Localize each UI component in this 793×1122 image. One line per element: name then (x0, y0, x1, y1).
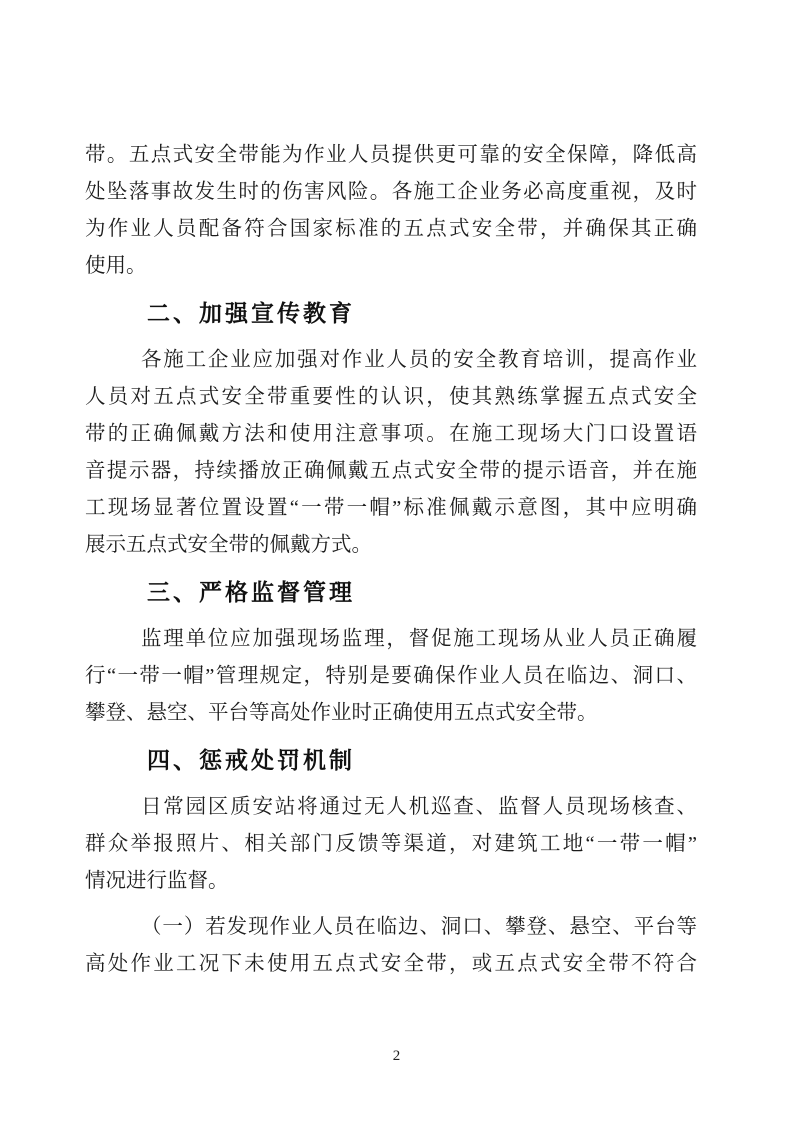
text-line: 高处作业工况下未使用五点式安全带，或五点式安全带不符合 (85, 953, 697, 975)
document-body (85, 137, 697, 992)
paragraph-intro-continuation (85, 137, 697, 285)
text-line: 攀登、悬空、平台等高处作业时正确使用五点式安全带。 (85, 702, 598, 724)
text-line: 音提示器，持续播放正确佩戴五点式安全带的提示语音，并在施 (85, 460, 697, 482)
section-heading-2: 二、加强宣传教育 (147, 300, 355, 326)
text-line: 人员对五点式安全带重要性的认识，使其熟练掌握五点式安全 (85, 386, 697, 408)
text-line: 使用。 (85, 255, 147, 277)
text-line: 工现场显著位置设置“一带一帽”标准佩戴示意图，其中应明确 (85, 497, 697, 519)
text-line: 展示五点式安全带的佩戴方式。 (85, 534, 372, 556)
paragraph-item-one (85, 909, 697, 983)
paragraph-section-4 (85, 789, 697, 900)
section-heading-3: 三、严格监督管理 (147, 579, 355, 605)
text-line: 为作业人员配备符合国家标准的五点式安全带，并确保其正确 (85, 218, 697, 240)
text-line: （一）若发现作业人员在临边、洞口、攀登、悬空、平台等 (141, 916, 697, 938)
text-line: 各施工企业应加强对作业人员的安全教育培训，提高作业 (141, 349, 697, 371)
text-line: 日常园区质安站将通过无人机巡查、监督人员现场核查、 (141, 796, 697, 818)
text-line: 情况进行监督。 (85, 870, 229, 892)
text-line: 监理单位应加强现场监理，督促施工现场从业人员正确履 (141, 628, 697, 650)
text-line: 群众举报照片、相关部门反馈等渠道，对建筑工地“一带一帽” (85, 833, 697, 855)
text-line: 带。五点式安全带能为作业人员提供更可靠的安全保障，降低高 (85, 144, 697, 166)
text-line: 行“一带一帽”管理规定，特别是要确保作业人员在临边、洞口、 (85, 665, 697, 687)
paragraph-section-3 (85, 621, 697, 732)
text-line: 带的正确佩戴方法和使用注意事项。在施工现场大门口设置语 (85, 423, 697, 445)
text-line: 处坠落事故发生时的伤害风险。各施工企业务必高度重视，及时 (85, 181, 697, 203)
paragraph-section-2 (85, 342, 697, 564)
section-heading-4: 四、惩戒处罚机制 (147, 747, 355, 773)
page-number: 2 (392, 1048, 401, 1064)
